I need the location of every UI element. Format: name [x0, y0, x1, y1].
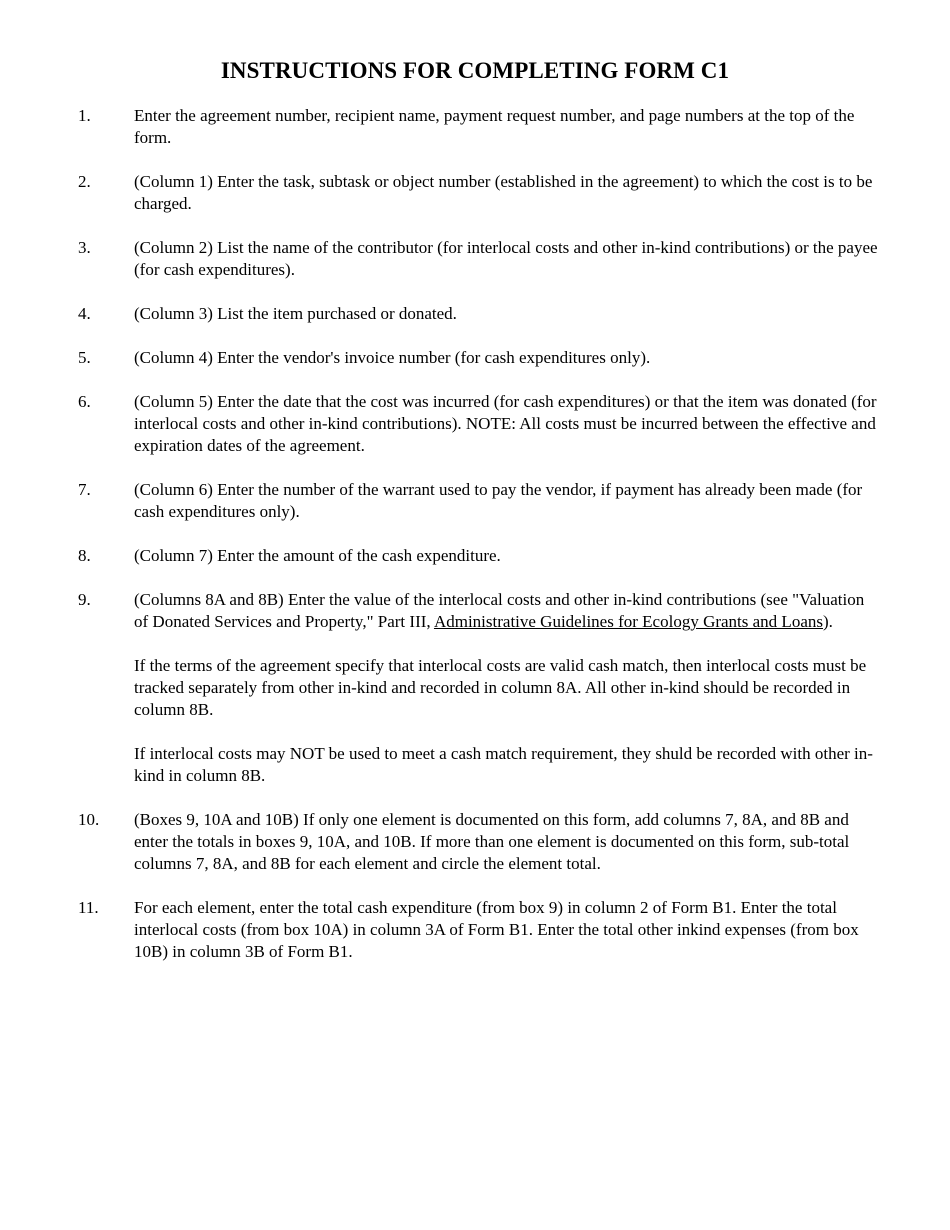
item-text: (Column 6) Enter the number of the warrant used to pay the vendor, if payment has already been made (for cash expenditures only).	[134, 480, 863, 521]
page-title: INSTRUCTIONS FOR COMPLETING FORM C1	[220, 58, 730, 83]
guidelines-reference: Administrative Guidelines for Ecology Grants and Loans	[433, 612, 823, 631]
item-text: (Boxes 9, 10A and 10B) If only one element is documented on this form, add columns 7, 8A, and 8B and enter the totals in boxes 9, 10A, and 10B. If more than one element is documented on this form, sub-total columns 7, 8A, and 8B for each element and circle the element total.	[134, 810, 850, 873]
item-text: (Column 3) List the item purchased or donated.	[134, 304, 457, 323]
instruction-item-1	[78, 105, 878, 149]
item-text: For each element, enter the total cash expenditure (from box 9) in column 2 of Form B1. Enter the total interlocal costs (from box 10A) in column 3A of Form B1. Enter the total other inkind expenses (from box 10B) in column 3B of Form B1.	[134, 898, 859, 961]
item-number: 4.	[78, 304, 91, 323]
instruction-item-6	[78, 391, 878, 457]
item-number: 3.	[78, 238, 91, 257]
item-number: 11.	[78, 898, 99, 917]
instruction-item-2	[78, 171, 878, 215]
item-text: (Column 5) Enter the date that the cost was incurred (for cash expenditures) or that the item was donated (for interlocal costs and other in-kind contributions). NOTE: All costs must be incurred between the effective and expiration dates of the agreement.	[134, 392, 877, 455]
instruction-item-10	[78, 809, 878, 875]
instruction-item-3	[78, 237, 878, 281]
instruction-item-11	[78, 897, 878, 963]
item-number: 8.	[78, 546, 91, 565]
item-paragraph-2: If the terms of the agreement specify that interlocal costs are valid cash match, then interlocal costs must be tracked separately from other in-kind and recorded in column 8A. All other in-kind should be recorded in column 8B.	[134, 656, 867, 719]
item-paragraph-3: If interlocal costs may NOT be used to meet a cash match requirement, they shuld be recorded with other in-kind in column 8B.	[134, 744, 873, 785]
instruction-item-9	[78, 589, 878, 787]
item-text: (Column 2) List the name of the contributor (for interlocal costs and other in-kind contributions) or the payee (for cash expenditures).	[134, 238, 878, 279]
instruction-item-4	[78, 303, 878, 325]
instruction-item-7	[78, 479, 878, 523]
item-text-tail: ).	[822, 612, 833, 631]
item-number: 9.	[78, 590, 91, 609]
item-text: (Column 4) Enter the vendor's invoice number (for cash expenditures only).	[134, 348, 651, 367]
instruction-list	[78, 105, 878, 985]
item-number: 2.	[78, 172, 91, 191]
item-text: Enter the agreement number, recipient name, payment request number, and page numbers at the top of the form.	[134, 106, 855, 147]
item-number: 1.	[78, 106, 91, 125]
item-text: (Column 7) Enter the amount of the cash expenditure.	[134, 546, 501, 565]
instruction-item-5	[78, 347, 878, 369]
item-number: 10.	[78, 810, 100, 829]
item-text-lead: (Columns 8A and 8B) Enter the value of the interlocal costs and other in-kind contributions (see "Valuation of Donated Services and Property," Part III,	[134, 590, 865, 631]
item-number: 7.	[78, 480, 91, 499]
item-number: 6.	[78, 392, 91, 411]
instruction-item-8	[78, 545, 878, 567]
item-number: 5.	[78, 348, 91, 367]
item-text: (Column 1) Enter the task, subtask or object number (established in the agreement) to which the cost is to be charged.	[134, 172, 873, 213]
item-text	[134, 589, 878, 633]
